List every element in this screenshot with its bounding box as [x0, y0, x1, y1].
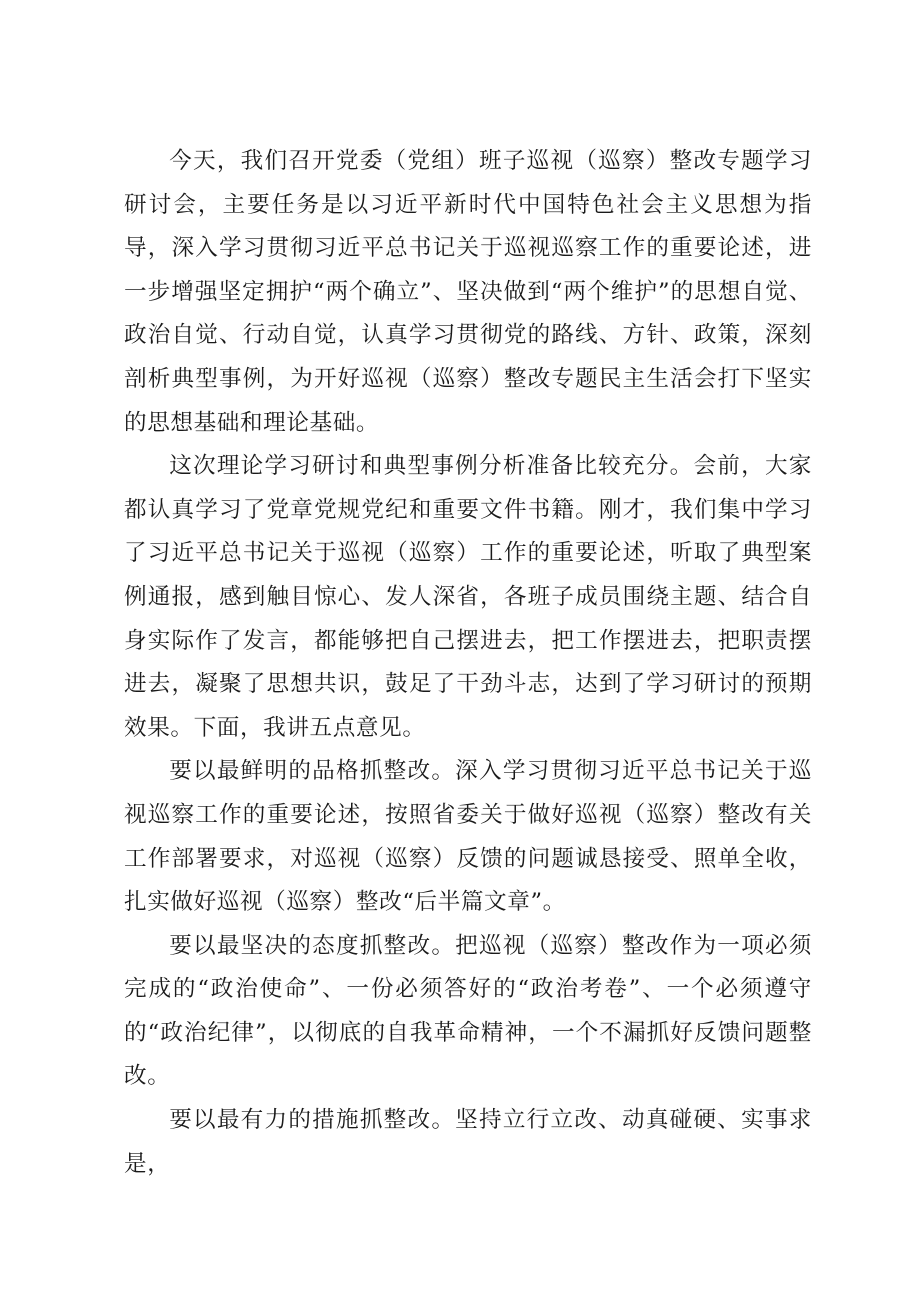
paragraph-point-measures: 要以最有力的措施抓整改。坚持立行立改、动真碰硬、实事求是， [124, 1107, 812, 1177]
document-body [124, 140, 812, 1186]
paragraph-point-character: 要以最鲜明的品格抓整改。深入学习贯彻习近平总书记关于巡视巡察工作的重要论述，按照省委关于做好巡视（巡察）整改有关工作部署要求，对巡视（巡察）反馈的问题诚恳接受、照单全收，扎实做好巡视（巡察）整改“后半篇文章”。 [124, 758, 812, 916]
paragraph-study-review: 这次理论学习研讨和典型事例分析准备比较充分。会前，大家都认真学习了党章党规党纪和重要文件书籍。刚才，我们集中学习了习近平总书记关于巡视（巡察）工作的重要论述，听取了典型案例通报，感到触目惊心、发人深省，各班子成员围绕主题、结合自身实际作了发言，都能够把自己摆进去，把工作摆进去，把职责摆进去，凝聚了思想共识，鼓足了干劲斗志，达到了学习研讨的预期效果。下面，我讲五点意见。 [124, 453, 812, 741]
paragraph-opening: 今天，我们召开党委（党组）班子巡视（巡察）整改专题学习研讨会，主要任务是以习近平新时代中国特色社会主义思想为指导，深入学习贯彻习近平总书记关于巡视巡察工作的重要论述，进一步增强坚定拥护“两个确立”、坚决做到“两个维护”的思想自觉、政治自觉、行动自觉，认真学习贯彻党的路线、方针、政策，深刻剖析典型事例，为开好巡视（巡察）整改专题民主生活会打下坚实的思想基础和理论基础。 [124, 148, 812, 436]
paragraph-point-attitude: 要以最坚决的态度抓整改。把巡视（巡察）整改作为一项必须完成的“政治使命”、一份必须答好的“政治考卷”、一个必须遵守的“政治纪律”，以彻底的自我革命精神，一个不漏抓好反馈问题整改。 [124, 932, 812, 1090]
